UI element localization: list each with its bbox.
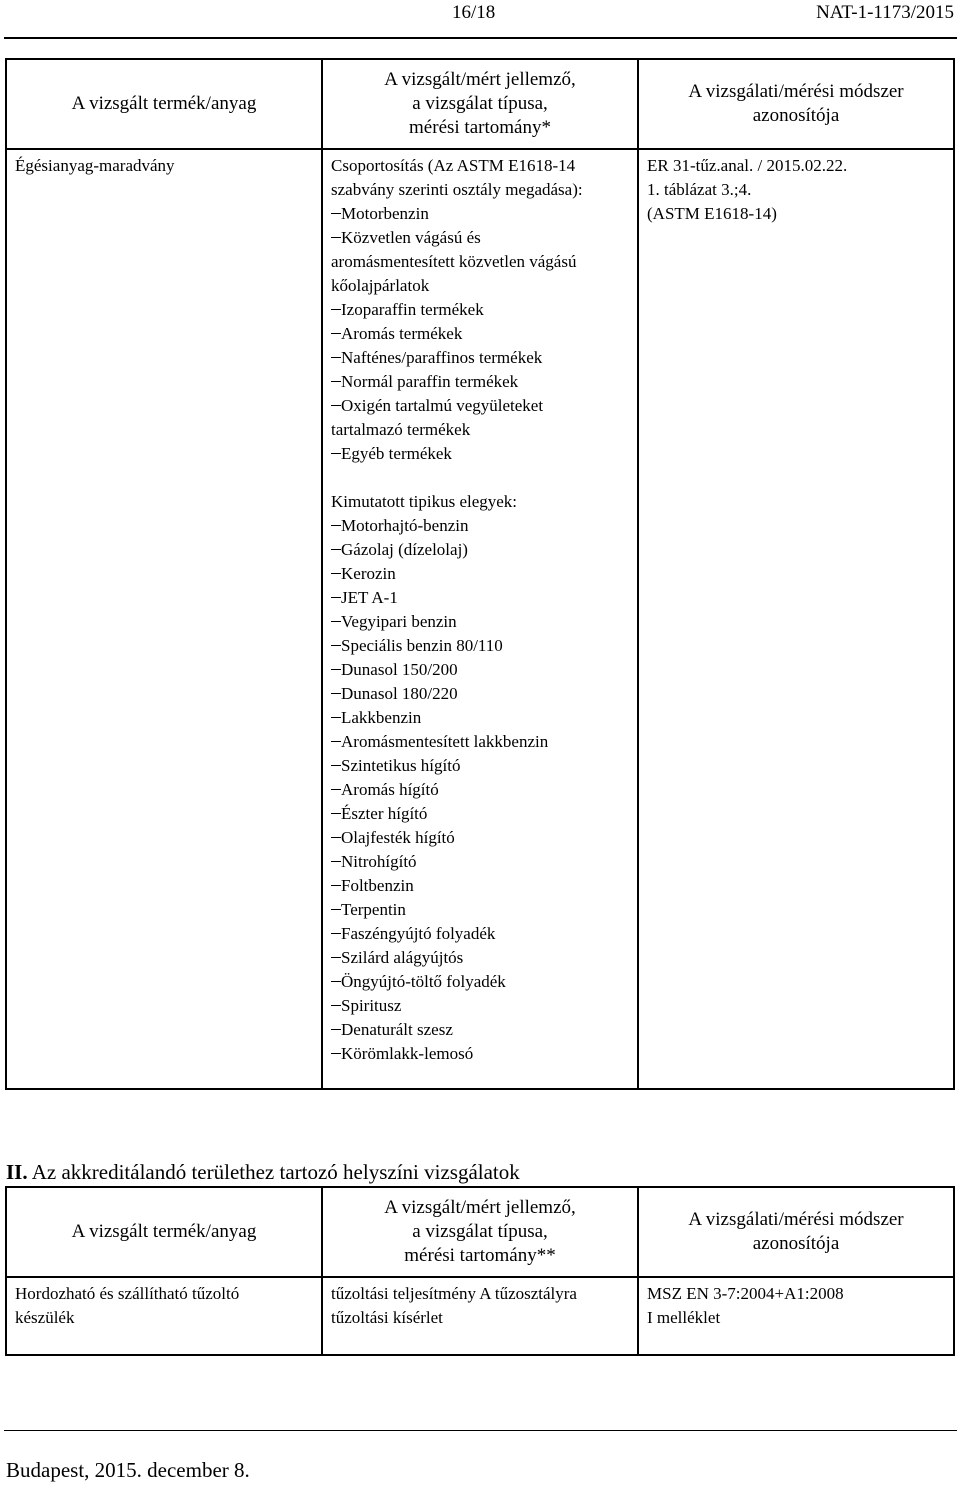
onsite-test-table <box>5 1186 955 1356</box>
list-item: Motorhajtó-benzin <box>331 514 635 538</box>
list-item: Dunasol 180/220 <box>331 682 635 706</box>
header-characteristic: A vizsgált/mért jellemző, a vizsgálat típusa, mérési tartomány** <box>322 1187 638 1277</box>
list-item: tartalmazó termékek <box>331 420 471 439</box>
dash-bullet <box>331 357 341 358</box>
dash-bullet <box>331 213 341 214</box>
list-item: Motorbenzin <box>331 202 635 226</box>
dash-bullet <box>331 405 341 406</box>
list-item: Spiritusz <box>331 994 635 1018</box>
list-item: Foltbenzin <box>331 874 635 898</box>
list-item: Aromás termékek <box>331 322 635 346</box>
dash-bullet <box>331 837 341 838</box>
header-product: A vizsgált termék/anyag <box>6 59 322 149</box>
table-header-row <box>6 59 954 149</box>
method-cell: ER 31-tűz.anal. / 2015.02.22. 1. táblázat 3.;4. (ASTM E1618-14) <box>638 149 954 1089</box>
document-id: NAT-1-1173/2015 <box>816 2 954 23</box>
mix-intro: Kimutatott tipikus elegyek: <box>331 492 518 511</box>
list-item: Körömlakk-lemosó <box>331 1042 635 1066</box>
header-product: A vizsgált termék/anyag <box>6 1187 322 1277</box>
dash-bullet <box>331 237 341 238</box>
dash-bullet <box>331 813 341 814</box>
header-method: A vizsgálati/mérési módszer azonosítója <box>638 59 954 149</box>
list-item: Kerozin <box>331 562 635 586</box>
page-number: 16/18 <box>452 2 496 23</box>
list-item: Észter hígító <box>331 802 635 826</box>
dash-bullet <box>331 573 341 574</box>
dash-bullet <box>331 957 341 958</box>
list-item: Denaturált szesz <box>331 1018 635 1042</box>
list-item: Szintetikus hígító <box>331 754 635 778</box>
footer-place-date: Budapest, 2015. december 8. <box>6 1458 250 1482</box>
dash-bullet <box>331 1005 341 1006</box>
list-item: Terpentin <box>331 898 635 922</box>
list-item: Nafténes/paraffinos termékek <box>331 346 635 370</box>
product-cell: Hordozható és szállítható tűzoltó készülék <box>6 1277 322 1355</box>
dash-bullet <box>331 453 341 454</box>
list-item: aromásmentesített közvetlen vágású <box>331 252 577 271</box>
dash-bullet <box>331 861 341 862</box>
group-list <box>331 202 635 466</box>
dash-bullet <box>331 981 341 982</box>
list-item: Faszéngyújtó folyadék <box>331 922 635 946</box>
list-item: Vegyipari benzin <box>331 610 635 634</box>
list-item: Oxigén tartalmú vegyületeket <box>331 394 635 418</box>
table-row <box>6 1277 954 1355</box>
list-item: Dunasol 150/200 <box>331 658 635 682</box>
dash-bullet <box>331 333 341 334</box>
header-characteristic: A vizsgált/mért jellemző, a vizsgálat típusa, mérési tartomány* <box>322 59 638 149</box>
dash-bullet <box>331 789 341 790</box>
dash-bullet <box>331 693 341 694</box>
dash-bullet <box>331 1029 341 1030</box>
dash-bullet <box>331 597 341 598</box>
group-intro: Csoportosítás (Az ASTM E1618-14 <box>331 156 576 175</box>
dash-bullet <box>331 909 341 910</box>
dash-bullet <box>331 669 341 670</box>
dash-bullet <box>331 309 341 310</box>
dash-bullet <box>331 549 341 550</box>
dash-bullet <box>331 933 341 934</box>
list-item: Olajfesték hígító <box>331 826 635 850</box>
dash-bullet <box>331 885 341 886</box>
header-rule <box>4 37 957 39</box>
dash-bullet <box>331 381 341 382</box>
table-row <box>6 149 954 1089</box>
table-header-row <box>6 1187 954 1277</box>
list-item: Öngyújtó-töltő folyadék <box>331 970 635 994</box>
list-item: kőolajpárlatok <box>331 276 430 295</box>
list-item: Lakkbenzin <box>331 706 635 730</box>
list-item: Nitrohígító <box>331 850 635 874</box>
dash-bullet <box>331 525 341 526</box>
dash-bullet <box>331 645 341 646</box>
list-item: Gázolaj (dízelolaj) <box>331 538 635 562</box>
list-item: Közvetlen vágású és <box>331 226 635 250</box>
list-item: JET A-1 <box>331 586 635 610</box>
characteristic-cell: tűzoltási teljesítmény A tűzosztályra tűzoltási kísérlet <box>322 1277 638 1355</box>
characteristic-cell: Csoportosítás (Az ASTM E1618-14 szabvány szerinti osztály megadása): Motorbenzin Közvetlen vágású és aromásmentesített közvetlen vágású kőolajpárlatok Izoparaffin termékek Aromás termékek Nafténes/paraffinos termékek Normál paraffin termékek Oxigén tartalmú vegyületeket tartalmazó termékek Egyéb termékek Kimutatott tipikus elegyek: Motorhajtó-benzin Gázolaj (dízelolaj) Kerozin JET A-1 Vegyipari benzin Speciális benzin 80/110 Dunasol 150/200 Dunasol 180/220 Lakkbenzin Aromásmentesített lakkbenzin Szintetikus hígító Aromás hígító Észter hígító Olajfesték hígító Nitrohígító Foltbenzin Terpentin Faszéngyújtó folyadék Szilárd alágyújtós Öngyújtó-töltő folyadék Spiritusz Denaturált szesz Körömlakk-lemosó <box>322 149 638 1089</box>
dash-bullet <box>331 621 341 622</box>
mix-list <box>331 514 635 1066</box>
list-item: Izoparaffin termékek <box>331 298 635 322</box>
list-item: Szilárd alágyújtós <box>331 946 635 970</box>
dash-bullet <box>331 717 341 718</box>
dash-bullet <box>331 1053 341 1054</box>
list-item: Aromásmentesített lakkbenzin <box>331 730 635 754</box>
accreditation-table <box>5 58 955 1090</box>
method-cell: MSZ EN 3-7:2004+A1:2008 I melléklet <box>638 1277 954 1355</box>
header-method: A vizsgálati/mérési módszer azonosítója <box>638 1187 954 1277</box>
product-cell: Égésianyag-maradvány <box>6 149 322 1089</box>
footer-rule <box>4 1430 957 1431</box>
list-item: Aromás hígító <box>331 778 635 802</box>
list-item: Normál paraffin termékek <box>331 370 635 394</box>
list-item: Egyéb termékek <box>331 442 635 466</box>
list-item: Speciális benzin 80/110 <box>331 634 635 658</box>
dash-bullet <box>331 741 341 742</box>
section-title: II. Az akkreditálandó területhez tartozó helyszíni vizsgálatok <box>6 1160 520 1184</box>
dash-bullet <box>331 765 341 766</box>
